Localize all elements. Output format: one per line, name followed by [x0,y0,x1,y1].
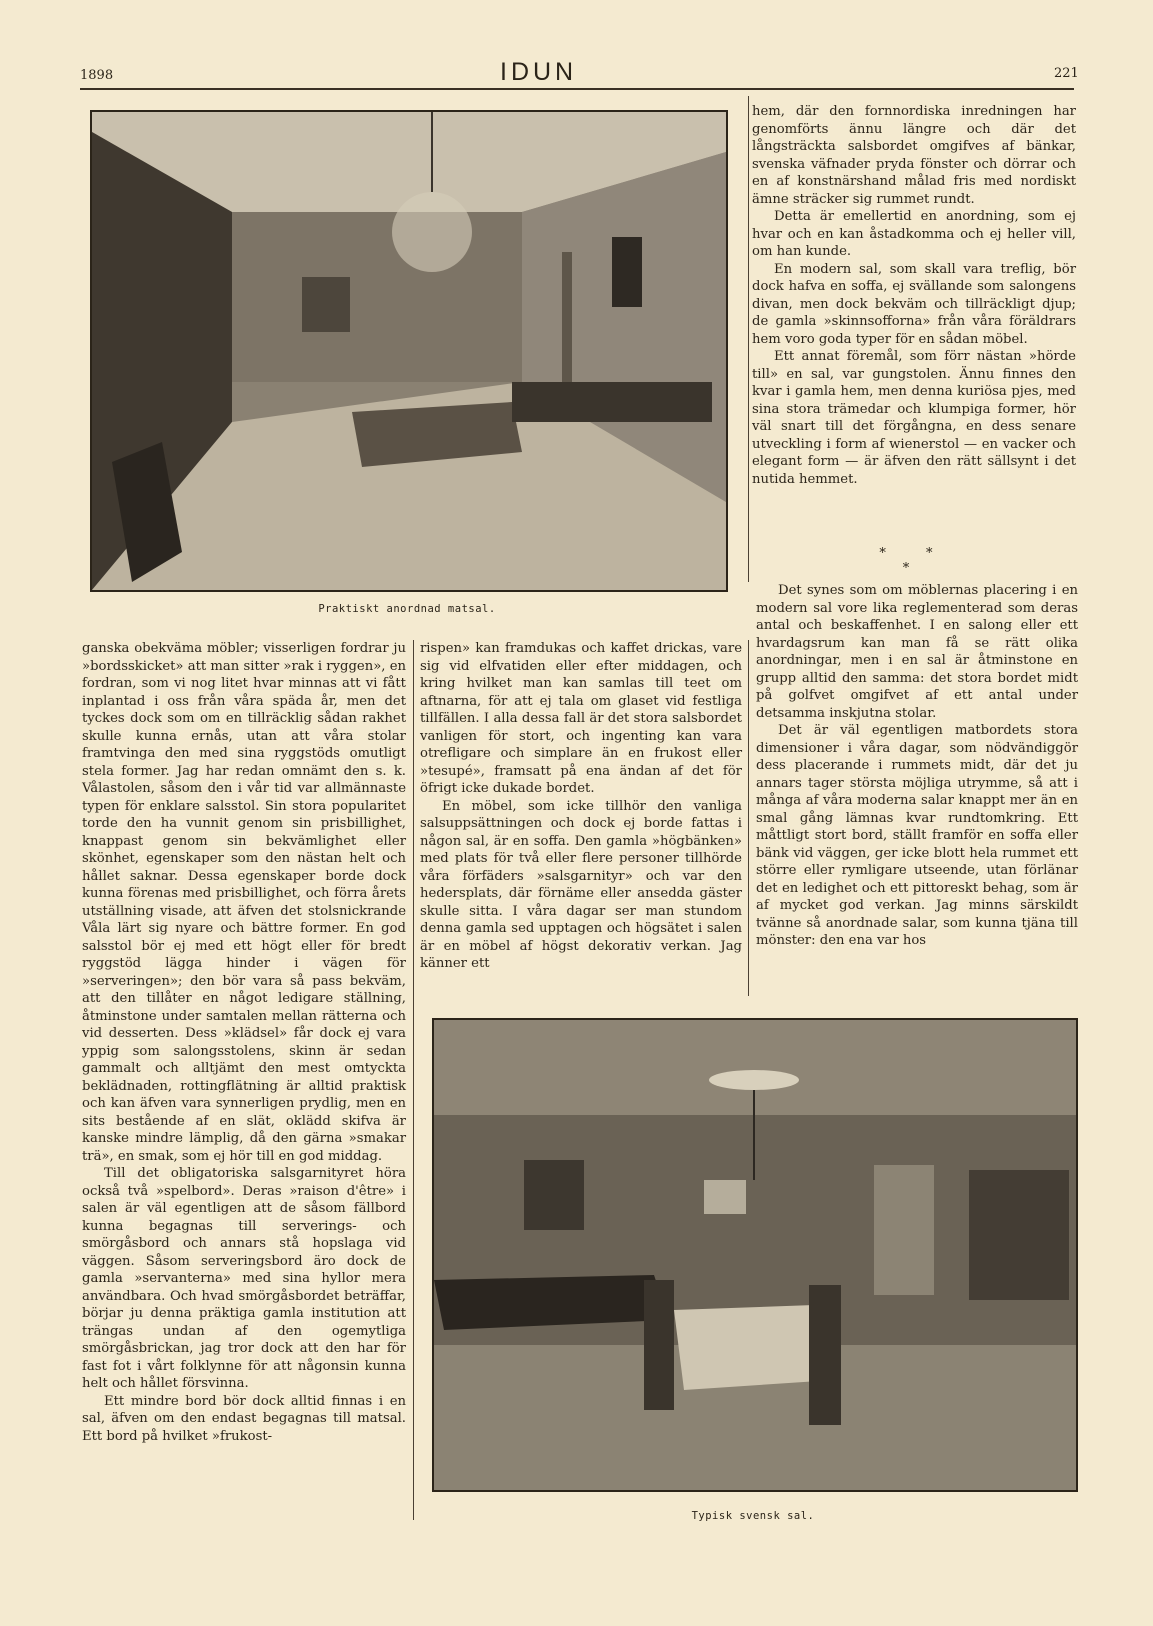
page-number: 221 [1054,66,1079,81]
paragraph: ganska obekväma möbler; visserligen fordrar ju »bordsskicket» att man sitter »rak i ryggen», en fordran, som vi nog litet hvar minnas att vi fått inplantad i oss från våra späda år, men det tyckes dock som om en tillräcklig sådan rakhet skulle kunna ernås, utan att våra stolar framtvinga den med sina ryggstöds omutligt stela former. Jag har redan omnämt den s. k. Vålastolen, såsom den i vår tid var allmännaste typen för enklare salsstol. Sin stora popularitet torde den ha vunnit genom sin prisbillighet, knappast genom sin bekvämlighet eller skönhet, egenskaper som den nästan helt och hållet saknar. Dessa egenskaper borde dock kunna förenas med prisbillighet, och förra årets utställning visade, att äfven det stolsnickrande Våla lärt sig nyare och bättre former. En god salsstol bör ej med ett högt eller för bredt ryggstöd lägga hinder i vägen för »serveringen»; den bör vara så pass bekväm, att den tillåter en något ledigare ställning, åtminstone under samtalen mellan rätterna och vid desserten. Dess »klädsel» får dock ej vara yppig som salongsstolens, skinn är sedan gammalt och alltjämt den mest omtyckta beklädnaden, rottingflätning är alltid praktisk och kan äfven vara synnerligen prydlig, men en sits bestående af en slät, oklädd skifva är kanske mindre lämplig, då den gärna »smakar trä», en smak, som ej hör till en god middag. [82,641,406,1164]
column-rule-left [413,640,414,1520]
section-break: * * * [879,546,951,576]
header-rule [80,88,1074,90]
paragraph: En möbel, som icke tillhör den vanliga salsuppsättningen och dock ej borde fattas i någon sal, är en soffa. Den gamla »högbänken» med plats för två eller flere personer tillhörde våra förfäders »salsgarnityr» och var den hedersplats, där förnäme eller ansedda gäster skulle sitta. I våra dagar ser man stundom denna gamla sed upptagen och högsätet i salen är en möbel af högst dekorativ verkan. Jag känner ett [420,798,742,971]
paragraph: Det är väl egentligen matbordets stora dimensioner i våra dagar, som nödvändiggör dess placerande i rummets midt, där det ju annars tager största möjliga utrymme, så att i många af våra moderna salar knappt mer än en smal gång lämnas kvar rundtomkring. Ett måttligt stort bord, ställt framför en soffa eller bänk vid väggen, ger icke blott hela rummet ett större eller rymligare utseende, utan förlänar det en ledighet och ett pittoreskt behag, som är af mycket god verkan. Jag minns särskildt tvänne så anordnade salar, som kunna tjäna till mönster: den ena var hos [756,723,1078,948]
paragraph: Ett annat föremål, som förr nästan »hörde till» en sal, var gungstolen. Ännu finnes den kvar i gamla hem, men denna kuriösa pjes, med sina stora trämedar och klumpiga former, hör väl snart till det förgångna, en dess senare utveckling i form af wienerstol — en vacker och elegant form — är äfven den rätt sällsynt i det nutida hemmet. [752,349,1076,487]
photo-swedish-sal [432,1018,1078,1492]
paragraph: Det synes som om möblernas placering i en modern sal vore lika reglementerad som deras antal och beskaffenhet. I en salong eller ett hvardagsrum kan man få se rätt olika anordningar, men i en sal är åtminstone en grupp alltid den samma: det stora bordet midt på golfvet omgifvet af ett antal under detsamma inskjutna stolar. [756,583,1078,721]
masthead-title: IDUN [500,58,578,86]
paragraph: rispen» kan framdukas och kaffet drickas, vare sig vid elfvatiden eller efter middagen, och kring hvilket man kan samlas till teet om aftnarna, för att ej tala om glaset vid festliga tillfällen. I alla dessa fall är det stora salsbordet vanligen för stort, och ingenting kan vara otrefligare och simplare än en frukost eller »tesupé», framsatt på ena ändan af det för öfrigt icke dukade bordet. [420,641,742,796]
paragraph: hem, där den fornnordiska inredningen har genomförts ännu längre och där det långsträckta salsbordet omgifves af bänkar, svenska väfnader pryda fönster och dörrar och en af konstnärshand målad fris med nordiskt ämne sträcker sig rummet rundt. [752,104,1076,207]
column-rule-top [748,96,749,582]
header-year: 1898 [80,68,114,83]
text-column-top-right [752,103,1076,488]
photo-dining-room [90,110,728,592]
paragraph: En modern sal, som skall vara treflig, bör dock hafva en soffa, ej svällande som salongens divan, men dock bekväm och tillräckligt djup; de gamla »skinnsofforna» från våra föräldrars hem voro goda typer för en sådan möbel. [752,261,1076,347]
paragraph: Detta är emellertid en anordning, som ej hvar och en kan åstadkomma och ej heller vill, om han kunde. [752,209,1076,259]
figure-caption-1: Praktiskt anordnad matsal. [318,603,496,615]
text-column-right [756,582,1078,950]
paragraph: Ett mindre bord bör dock alltid finnas i en sal, äfven om den endast begagnas till matsal. Ett bord på hvilket »frukost- [82,1393,406,1444]
paragraph: Till det obligatoriska salsgarnityret höra också två »spelbord». Deras »raison d'être» i salen är väl egentligen att de såsom fällbord kunna begagnas till serverings- och smörgåsbord och annars stå hopslaga vid väggen. Såsom serveringsbord äro dock de gamla »servanterna» med sina hyllor mera användbara. Och hvad smörgåsbordet beträffar, börjar ju denna präktiga gamla institution att trängas undan af den ogemytliga smörgåsbrickan, jag tror dock att den har för fast fot i vårt folklynne för att någonsin kunna helt och hållet försvinna. [82,1166,406,1391]
figure-caption-2: Typisk svensk sal. [691,1510,815,1522]
text-column-left [82,640,406,1445]
text-column-middle [420,640,742,973]
column-rule-middle [748,640,749,996]
